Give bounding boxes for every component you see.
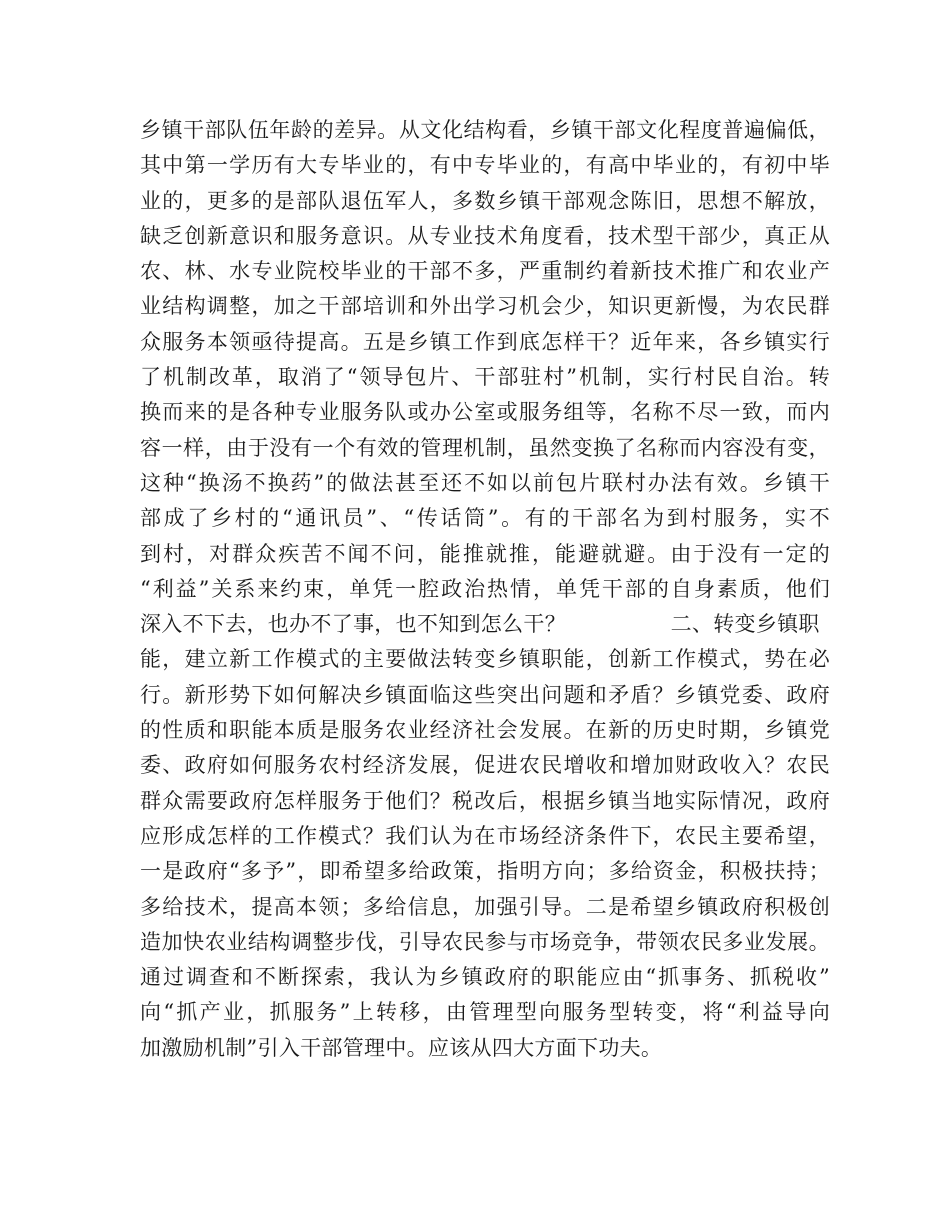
text-line: 业的，更多的是部队退伍军人，多数乡镇干部观念陈旧，思想不解放， (140, 188, 830, 213)
text-line: 群众需要政府怎样服务于他们？税改后，根据乡镇当地实际情况，政府 (140, 788, 830, 813)
text-line: 部成了乡村的“通讯员”、“传话筒”。有的干部名为到村服务，实不 (140, 506, 830, 531)
text-line: 农、林、水专业院校毕业的干部不多，严重制约着新技术推广和农业产 (140, 259, 830, 284)
text-line: 向“抓产业，抓服务”上转移，由管理型向服务型转变，将“利益导向 (140, 1000, 830, 1025)
text-line: 能，建立新工作模式的主要做法转变乡镇职能，创新工作模式，势在必 (140, 647, 830, 672)
body-text (140, 113, 830, 1066)
text-line: 多给技术，提高本领；多给信息，加强引导。二是希望乡镇政府积极创 (140, 894, 830, 919)
text-line: 一是政府“多予”，即希望多给政策，指明方向；多给资金，积极扶持； (140, 859, 830, 884)
text-line: 这种“换汤不换药”的做法甚至还不如以前包片联村办法有效。乡镇干 (140, 470, 830, 495)
text-line: 换而来的是各种专业服务队或办公室或服务组等，名称不尽一致，而内 (140, 400, 830, 425)
text-line: 深入不下去，也办不了事，也不知到怎么干？ 二、转变乡镇职 (140, 612, 820, 637)
text-line: 应形成怎样的工作模式？我们认为在市场经济条件下，农民主要希望， (140, 823, 830, 848)
text-line: 容一样，由于没有一个有效的管理机制，虽然变换了名称而内容没有变， (140, 435, 830, 460)
text-line: 的性质和职能本质是服务农业经济社会发展。在新的历史时期，乡镇党 (140, 718, 830, 743)
text-line: 业结构调整，加之干部培训和外出学习机会少，知识更新慢，为农民群 (140, 294, 830, 319)
text-line: 其中第一学历有大专毕业的，有中专毕业的，有高中毕业的，有初中毕 (140, 153, 830, 178)
text-line: 通过调查和不断探索，我认为乡镇政府的职能应由“抓事务、抓税收” (140, 965, 830, 990)
text-line: 加激励机制”引入干部管理中。应该从四大方面下功夫。 (140, 1035, 663, 1060)
text-line: 缺乏创新意识和服务意识。从专业技术角度看，技术型干部少，真正从 (140, 223, 830, 248)
text-line: 到村，对群众疾苦不闻不问，能推就推，能避就避。由于没有一定的 (140, 541, 830, 566)
text-line: 众服务本领亟待提高。五是乡镇工作到底怎样干？近年来，各乡镇实行 (140, 329, 830, 354)
text-line: 行。新形势下如何解决乡镇面临这些突出问题和矛盾？乡镇党委、政府 (140, 682, 830, 707)
text-line: “利益”关系来约束，单凭一腔政治热情，单凭干部的自身素质，他们 (140, 576, 830, 601)
text-line: 委、政府如何服务农村经济发展，促进农民增收和增加财政收入？农民 (140, 753, 830, 778)
text-line: 了机制改革，取消了“领导包片、干部驻村”机制，实行村民自治。转 (140, 365, 830, 390)
text-line: 乡镇干部队伍年龄的差异。从文化结构看，乡镇干部文化程度普遍偏低， (140, 118, 830, 142)
text-line: 造加快农业结构调整步伐，引导农民参与市场竞争，带领农民多业发展。 (140, 929, 830, 954)
